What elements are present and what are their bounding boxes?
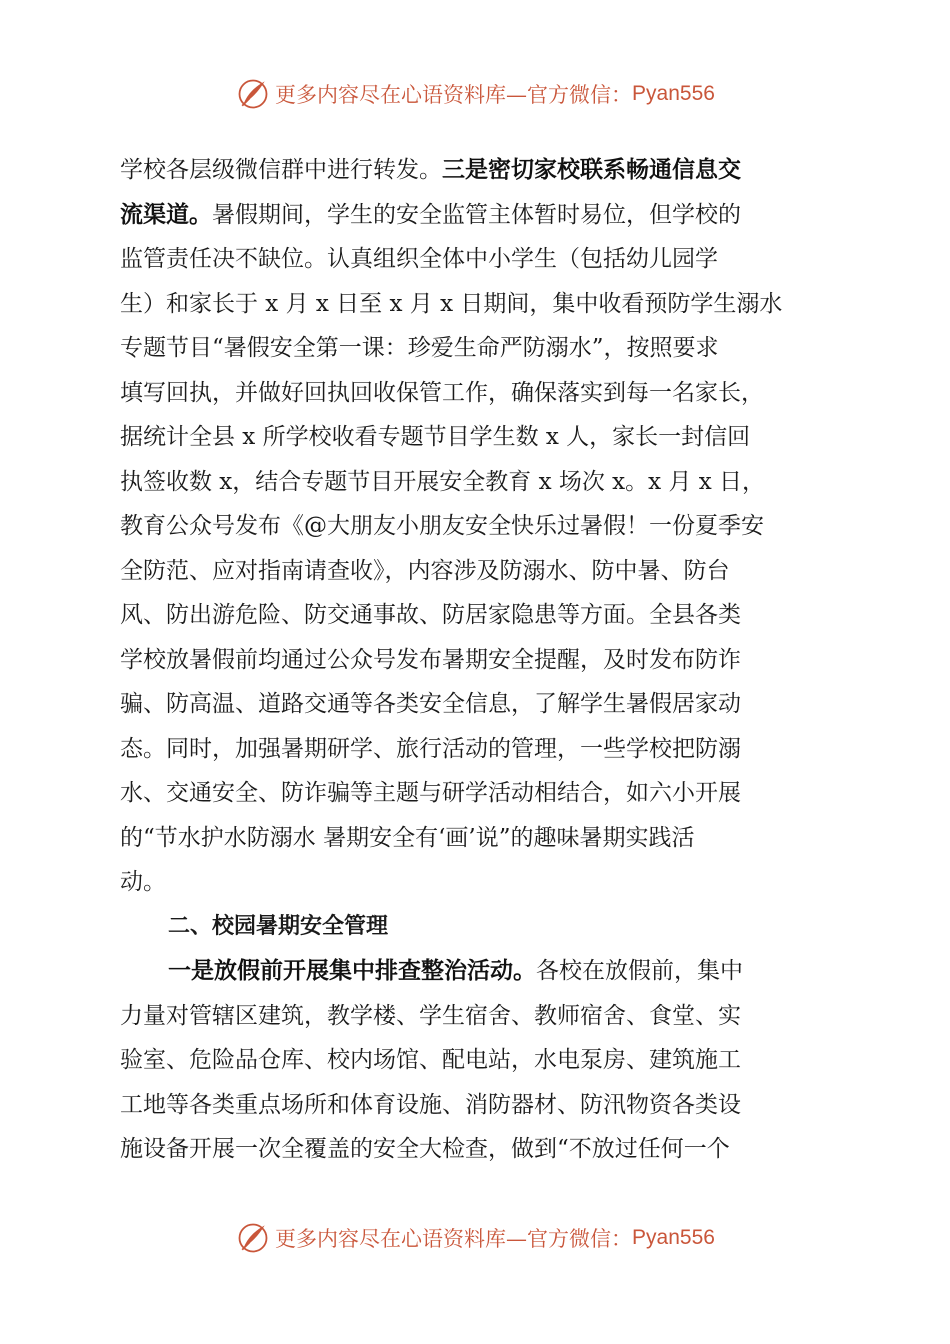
text-line: 态。同时，加强暑期研学、旅行活动的管理，一些学校把防溺	[120, 735, 741, 762]
text-line: 据统计全县 x 所学校收看专题节目学生数 x 人，家长一封信回	[120, 424, 751, 450]
section-heading: 二、校园暑期安全管理	[168, 913, 389, 939]
text-line: 学校放暑假前均通过公众号发布暑期安全提醒，及时发布防诈	[120, 646, 741, 673]
banner-wechat-id: Pyan556	[632, 1226, 715, 1249]
text-line: 流渠道。暑假期间，学生的安全监管主体暂时易位，但学校的	[120, 200, 741, 228]
header-watermark-banner	[0, 74, 950, 114]
text-line: 填写回执，并做好回执回收保管工作，确保落实到每一名家长，	[120, 379, 764, 406]
text-line: 风、防出游危险、防交通事故、防居家隐患等方面。全县各类	[120, 602, 741, 628]
text-line: 施设备开展一次全覆盖的安全大检查，做到“不放过任何一个	[120, 1136, 730, 1162]
text-line: 全防范、应对指南请查收》，内容涉及防溺水、防中暑、防台	[120, 557, 730, 584]
document-body	[120, 148, 830, 1172]
text-line: 学校各层级微信群中进行转发。三是密切家校联系畅通信息交	[120, 156, 741, 183]
text-line: 骗、防高温、道路交通等各类安全信息，了解学生暑假居家动	[120, 691, 741, 717]
text-line: 水、交通安全、防诈骗等主题与研学活动相结合，如六小开展	[120, 780, 741, 806]
text-line: 监管责任决不缺位。认真组织全体中小学生（包括幼儿园学	[120, 246, 718, 272]
text-line: 动。	[120, 869, 166, 895]
text-line: 的“节水护水防溺水 暑期安全有‘画’说”的趣味暑期实践活	[120, 824, 695, 851]
banner-text: 更多内容尽在心语资料库—官方微信：	[275, 1227, 633, 1251]
bold-emphasis: 流渠道。	[120, 200, 212, 228]
feather-pen-logo-icon	[235, 1220, 271, 1256]
feather-pen-logo-icon	[235, 76, 271, 112]
text-line: 生）和家长于 x 月 x 日至 x 月 x 日期间，集中收看预防学生溺水	[120, 290, 783, 317]
text-line: 力量对管辖区建筑，教学楼、学生宿舍、教师宿舍、食堂、实	[120, 1002, 741, 1029]
bold-emphasis: 三是密切家校联系畅通信息交	[442, 156, 741, 183]
text-line: 一是放假前开展集中排查整治活动。各校在放假前，集中	[168, 957, 743, 984]
bold-emphasis: 一是放假前开展集中排查整治活动。	[168, 957, 536, 984]
text-line: 执签收数 x，结合专题节目开展安全教育 x 场次 x。x 月 x 日，	[120, 468, 766, 495]
text-line: 专题节目“暑假安全第一课：珍爱生命严防溺水”，按照要求	[120, 335, 719, 361]
text-line: 工地等各类重点场所和体育设施、消防器材、防汛物资各类设	[120, 1091, 741, 1118]
footer-watermark-banner	[0, 1218, 950, 1258]
banner-text: 更多内容尽在心语资料库—官方微信：	[275, 83, 633, 107]
text-line: 验室、危险品仓库、校内场馆、配电站，水电泵房、建筑施工	[120, 1047, 741, 1073]
banner-wechat-id: Pyan556	[632, 82, 715, 105]
text-line: 教育公众号发布《@大朋友小朋友安全快乐过暑假！一份夏季安	[120, 513, 764, 539]
